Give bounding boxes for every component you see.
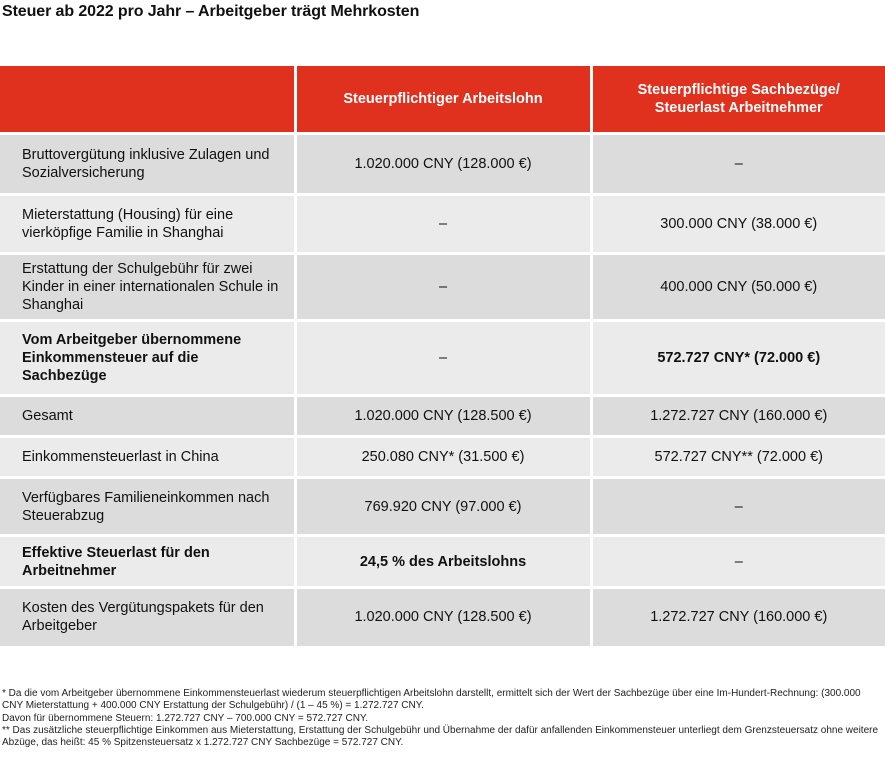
cell-benefits: – (591, 478, 885, 536)
table-row (0, 321, 885, 396)
row-label: Vom Arbeitgeber übernommene Einkommensteuer auf die Sachbezüge (0, 321, 295, 396)
cell-benefits: – (591, 134, 885, 195)
cell-taxable-wages: 250.080 CNY* (31.500 €) (295, 437, 591, 478)
header-empty (0, 66, 295, 134)
header-benefits-in-kind: Steuerpflichtige Sachbezüge/ Steuerlast Arbeitnehmer (591, 66, 885, 134)
cell-taxable-wages: 1.020.000 CNY (128.500 €) (295, 396, 591, 437)
table-row (0, 396, 885, 437)
row-label: Gesamt (0, 396, 295, 437)
footnotes (2, 688, 882, 749)
footnote: ** Das zusätzliche steuerpflichtige Einkommen aus Mieterstattung, Erstattung der Schulgebühr und Übernahme der dafür anfallenden Einkommensteuer unterliegt dem Grenzsteuersatz ohne weitere Abzüge, das heißt: 45 % Spitzensteuersatz x 1.272.727 CNY Sachbezüge = 572.727 CNY. (2, 724, 879, 749)
row-label: Mieterstattung (Housing) für eine vierköpfige Familie in Shanghai (0, 195, 295, 254)
cell-taxable-wages: 1.020.000 CNY (128.000 €) (295, 134, 591, 195)
table-row (0, 195, 885, 254)
cell-benefits: 1.272.727 CNY (160.000 €) (591, 396, 885, 437)
row-label: Verfügbares Familieneinkommen nach Steuerabzug (0, 478, 295, 536)
cell-taxable-wages: 1.020.000 CNY (128.500 €) (295, 588, 591, 646)
table-row (0, 437, 885, 478)
cell-taxable-wages: – (295, 254, 591, 321)
cell-benefits: 572.727 CNY* (72.000 €) (591, 321, 885, 396)
cell-taxable-wages: 769.920 CNY (97.000 €) (295, 478, 591, 536)
row-label: Kosten des Vergütungspakets für den Arbeitgeber (0, 588, 295, 646)
row-label: Bruttovergütung inklusive Zulagen und Sozialversicherung (0, 134, 295, 195)
table-row (0, 134, 885, 195)
tax-table (0, 66, 885, 646)
cell-benefits: 1.272.727 CNY (160.000 €) (591, 588, 885, 646)
footnote: * Da die vom Arbeitgeber übernommene Einkommensteuerlast wiederum steuerpflichtigen Arbeitslohn darstellt, ermittelt sich der Wert der Sachbezüge über eine Im-Hundert-Rechnung: (300.000 CNY Mieterstattung + 400.000 CNY Erstattung der Schulgebühr) / (1 – 45 %) = 1.272.727 CNY. (2, 688, 861, 712)
table-row (0, 254, 885, 321)
row-label: Erstattung der Schulgebühr für zwei Kinder in einer internationalen Schule in Shanghai (0, 254, 295, 321)
row-label: Effektive Steuerlast für den Arbeitnehmer (0, 536, 295, 588)
cell-taxable-wages: – (295, 195, 591, 254)
table-header-row (0, 66, 885, 134)
table-row (0, 478, 885, 536)
cell-benefits: 300.000 CNY (38.000 €) (591, 195, 885, 254)
cell-taxable-wages: – (295, 321, 591, 396)
table-row (0, 536, 885, 588)
cell-taxable-wages: 24,5 % des Arbeitslohns (295, 536, 591, 588)
row-label: Einkommensteuerlast in China (0, 437, 295, 478)
cell-benefits: – (591, 536, 885, 588)
header-taxable-wages: Steuerpflichtiger Arbeitslohn (295, 66, 591, 134)
cell-benefits: 572.727 CNY** (72.000 €) (591, 437, 885, 478)
cell-benefits: 400.000 CNY (50.000 €) (591, 254, 885, 321)
footnote: Davon für übernommene Steuern: 1.272.727 CNY – 700.000 CNY = 572.727 CNY. (2, 712, 369, 724)
page-title: Steuer ab 2022 pro Jahr – Arbeitgeber trägt Mehrkosten (2, 3, 420, 20)
table-row (0, 588, 885, 646)
